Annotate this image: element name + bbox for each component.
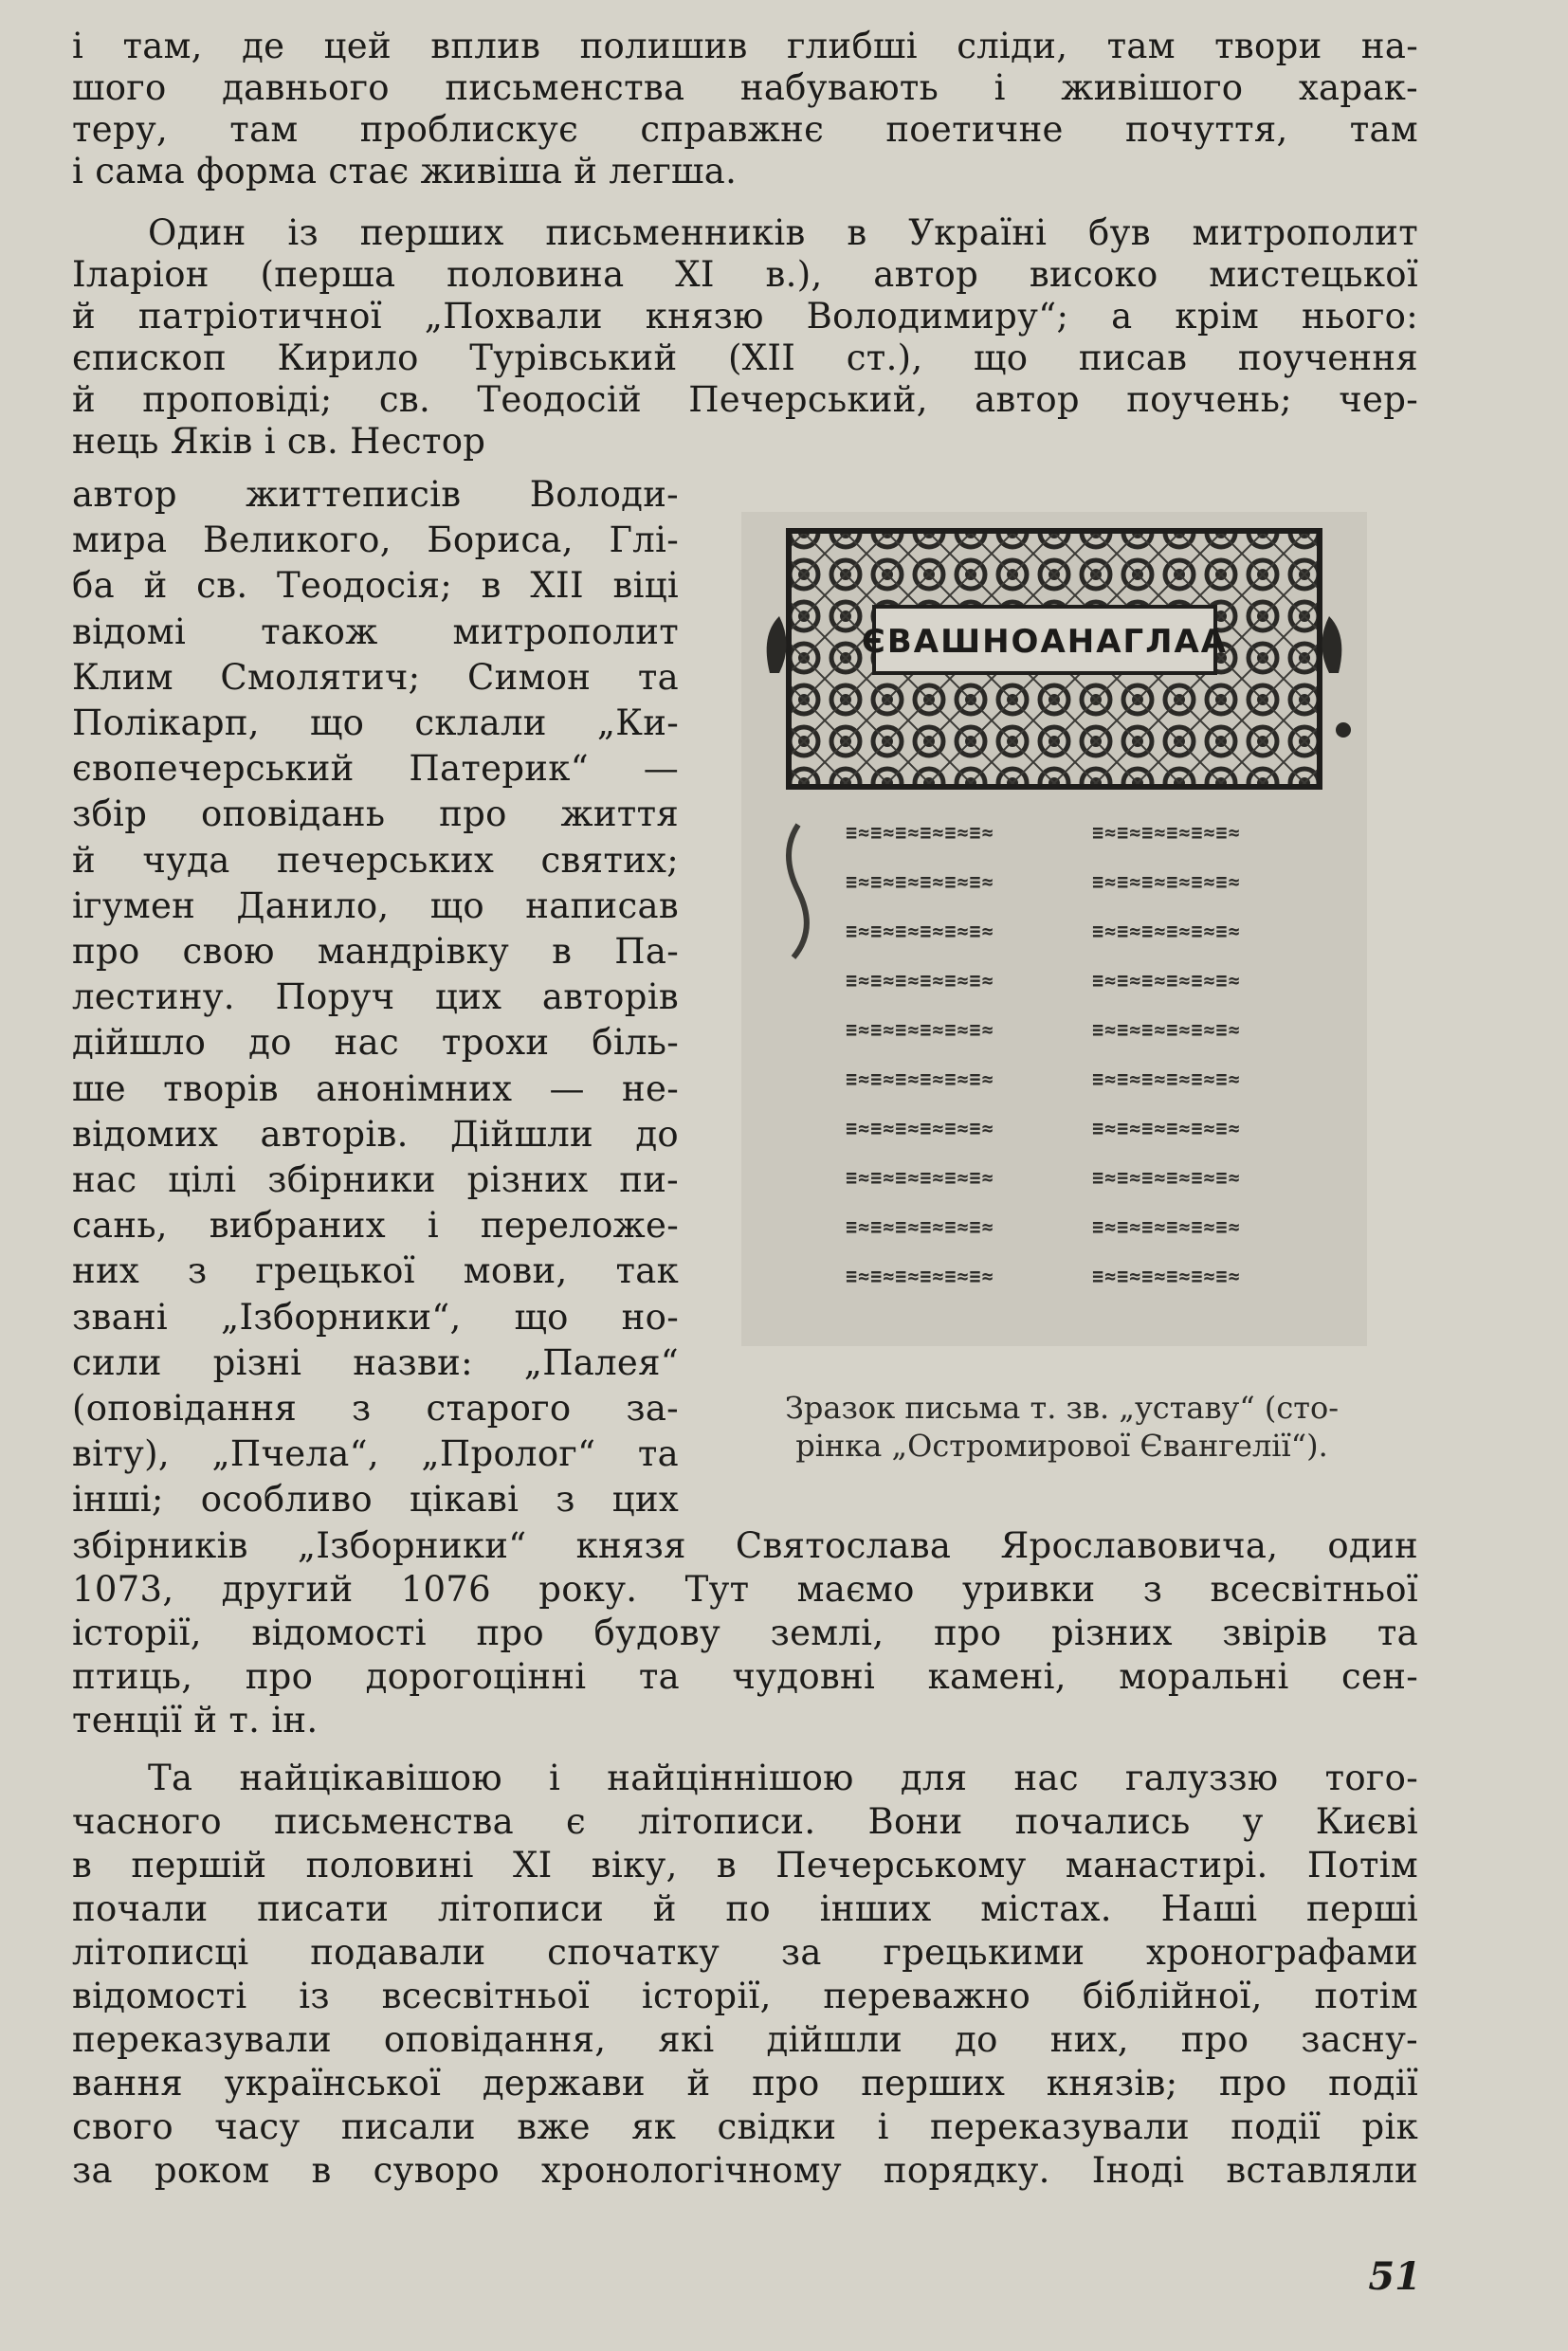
text-line: (оповідання з старого за- <box>72 1388 679 1429</box>
text-line: ба й св. Теодосія; в XII віці <box>72 565 679 607</box>
manuscript-text-row: ≡≈≡≈≡≈≡≈≡≈≡≈ <box>846 1067 994 1090</box>
manuscript-text-row: ≡≈≡≈≡≈≡≈≡≈≡≈ <box>1092 920 1241 942</box>
manuscript-text-row: ≡≈≡≈≡≈≡≈≡≈≡≈ <box>846 1117 994 1139</box>
text-line: віту), „Пчела“, „Пролог“ та <box>72 1433 679 1475</box>
manuscript-text-row: ≡≈≡≈≡≈≡≈≡≈≡≈ <box>846 870 994 893</box>
manuscript-text-row: ≡≈≡≈≡≈≡≈≡≈≡≈ <box>1092 1215 1241 1238</box>
manuscript-text-row: ≡≈≡≈≡≈≡≈≡≈≡≈ <box>846 821 994 844</box>
manuscript-text-row: ≡≈≡≈≡≈≡≈≡≈≡≈ <box>1092 1067 1241 1090</box>
manuscript-title: ЄВАШНОАНАГЛАА <box>861 623 1229 661</box>
text-line: Один із перших письменників в Україні був митрополит <box>148 212 1418 253</box>
text-line: птиць, про дорогоцінні та чудовні камені, моральні сен- <box>72 1656 1418 1697</box>
text-line: й проповіді; св. Теодосій Печерський, автор поучень; чер- <box>72 379 1418 420</box>
text-line: відомості із всесвітньої історії, переважно біблійної, потім <box>72 1976 1418 2016</box>
text-line: ігумен Данило, що написав <box>72 884 679 926</box>
text-line: мира Великого, Бориса, Глі- <box>72 519 679 561</box>
text-line: й чуда печерських святих; <box>72 839 679 881</box>
text-line: інші; особливо цікаві з цих <box>72 1479 679 1521</box>
text-line: і сама форма стає живіша й легша. <box>72 151 738 191</box>
text-line: переказували оповідання, які дійшли до них, про засну- <box>72 2019 1418 2060</box>
text-line: сань, вибраних і переложе- <box>72 1205 679 1247</box>
text-line: лестину. Поруч цих авторів <box>72 976 679 1018</box>
text-line: відомих авторів. Дійшли до <box>72 1113 679 1155</box>
text-line: почали писати літописи й по інших містах. Наші перші <box>72 1888 1418 1929</box>
text-line: нець Яків і св. Нестор <box>72 421 486 462</box>
text-line: теру, там проблискує справжнє поетичне почуття, там <box>72 109 1418 150</box>
text-line: часного письменства є літописи. Вони почались у Києві <box>72 1801 1418 1842</box>
text-line: євопечерський Патерик“ — <box>72 748 679 790</box>
figure-caption <box>739 1389 1384 1465</box>
manuscript-text-row: ≡≈≡≈≡≈≡≈≡≈≡≈ <box>1092 969 1241 992</box>
manuscript-text-row: ≡≈≡≈≡≈≡≈≡≈≡≈ <box>846 920 994 942</box>
text-line: Іларіон (перша половина XI в.), автор високо мистецької <box>72 254 1418 295</box>
text-line: й патріотичної „Похвали князю Володимиру“; а крім нього: <box>72 296 1418 337</box>
text-line: автор життеписів Володи- <box>72 474 679 515</box>
manuscript-text-row: ≡≈≡≈≡≈≡≈≡≈≡≈ <box>846 969 994 992</box>
text-line: Та найцікавішою і найціннішою для нас галуззю того- <box>148 1758 1418 1798</box>
text-line: збірників „Ізборники“ князя Святослава Ярославовича, один <box>72 1525 1418 1566</box>
text-line: Клим Смолятич; Симон та <box>72 656 679 698</box>
manuscript-text-row: ≡≈≡≈≡≈≡≈≡≈≡≈ <box>1092 1117 1241 1139</box>
caption-line-1: Зразок письма т. зв. „уставу“ (сто- <box>784 1390 1340 1426</box>
text-line: них з грецької мови, так <box>72 1250 679 1292</box>
caption-line-2: рінка „Остромирової Євангелії“). <box>795 1428 1328 1464</box>
text-line: відомі також митрополит <box>72 611 679 652</box>
manuscript-text-row: ≡≈≡≈≡≈≡≈≡≈≡≈ <box>846 1265 994 1287</box>
text-line: сили різні назви: „Палея“ <box>72 1341 679 1383</box>
manuscript-text-row: ≡≈≡≈≡≈≡≈≡≈≡≈ <box>846 1166 994 1189</box>
manuscript-text-row: ≡≈≡≈≡≈≡≈≡≈≡≈ <box>1092 870 1241 893</box>
manuscript-image <box>741 512 1367 1346</box>
text-line: єпископ Кирило Турівський (XII ст.), що писав поучення <box>72 337 1418 378</box>
text-line: ше творів анонімних — не- <box>72 1067 679 1109</box>
manuscript-illustration <box>741 512 1367 1346</box>
text-line: звані „Ізборники“, що но- <box>72 1296 679 1338</box>
text-line: і там, де цей вплив полишив глибші сліди, там твори на- <box>72 26 1418 66</box>
text-line: шого давнього письменства набувають і живішого харак- <box>72 67 1418 108</box>
page-number: 51 <box>1368 2254 1421 2299</box>
text-line: нас цілі збірники різних пи- <box>72 1159 679 1200</box>
manuscript-text-row: ≡≈≡≈≡≈≡≈≡≈≡≈ <box>1092 1018 1241 1041</box>
text-line: в першій половині XI віку, в Печерському манастирі. Потім <box>72 1845 1418 1886</box>
manuscript-text-row: ≡≈≡≈≡≈≡≈≡≈≡≈ <box>1092 1265 1241 1287</box>
text-line: збір оповідань про життя <box>72 793 679 835</box>
manuscript-text-row: ≡≈≡≈≡≈≡≈≡≈≡≈ <box>846 1018 994 1041</box>
text-line: свого часу писали вже як свідки і переказували події рік <box>72 2106 1418 2147</box>
text-line: 1073, другий 1076 року. Тут маємо уривки з всесвітньої <box>72 1569 1418 1610</box>
manuscript-text-row: ≡≈≡≈≡≈≡≈≡≈≡≈ <box>1092 1166 1241 1189</box>
manuscript-text-row: ≡≈≡≈≡≈≡≈≡≈≡≈ <box>1092 821 1241 844</box>
text-line: тенції й т. ін. <box>72 1700 319 1740</box>
manuscript-text-row: ≡≈≡≈≡≈≡≈≡≈≡≈ <box>846 1215 994 1238</box>
text-line: історії, відомості про будову землі, про різних звірів та <box>72 1613 1418 1653</box>
text-line: літописці подавали спочатку за грецькими хронографами <box>72 1932 1418 1973</box>
text-line: дійшло до нас трохи біль- <box>72 1022 679 1064</box>
text-line: за роком в суворо хронологічному порядку. Іноді вставляли <box>72 2150 1418 2191</box>
text-line: вання української держави й про перших князів; про події <box>72 2063 1418 2104</box>
text-line: про свою мандрівку в Па- <box>72 931 679 972</box>
text-line: Полікарп, що склали „Ки- <box>72 702 679 743</box>
